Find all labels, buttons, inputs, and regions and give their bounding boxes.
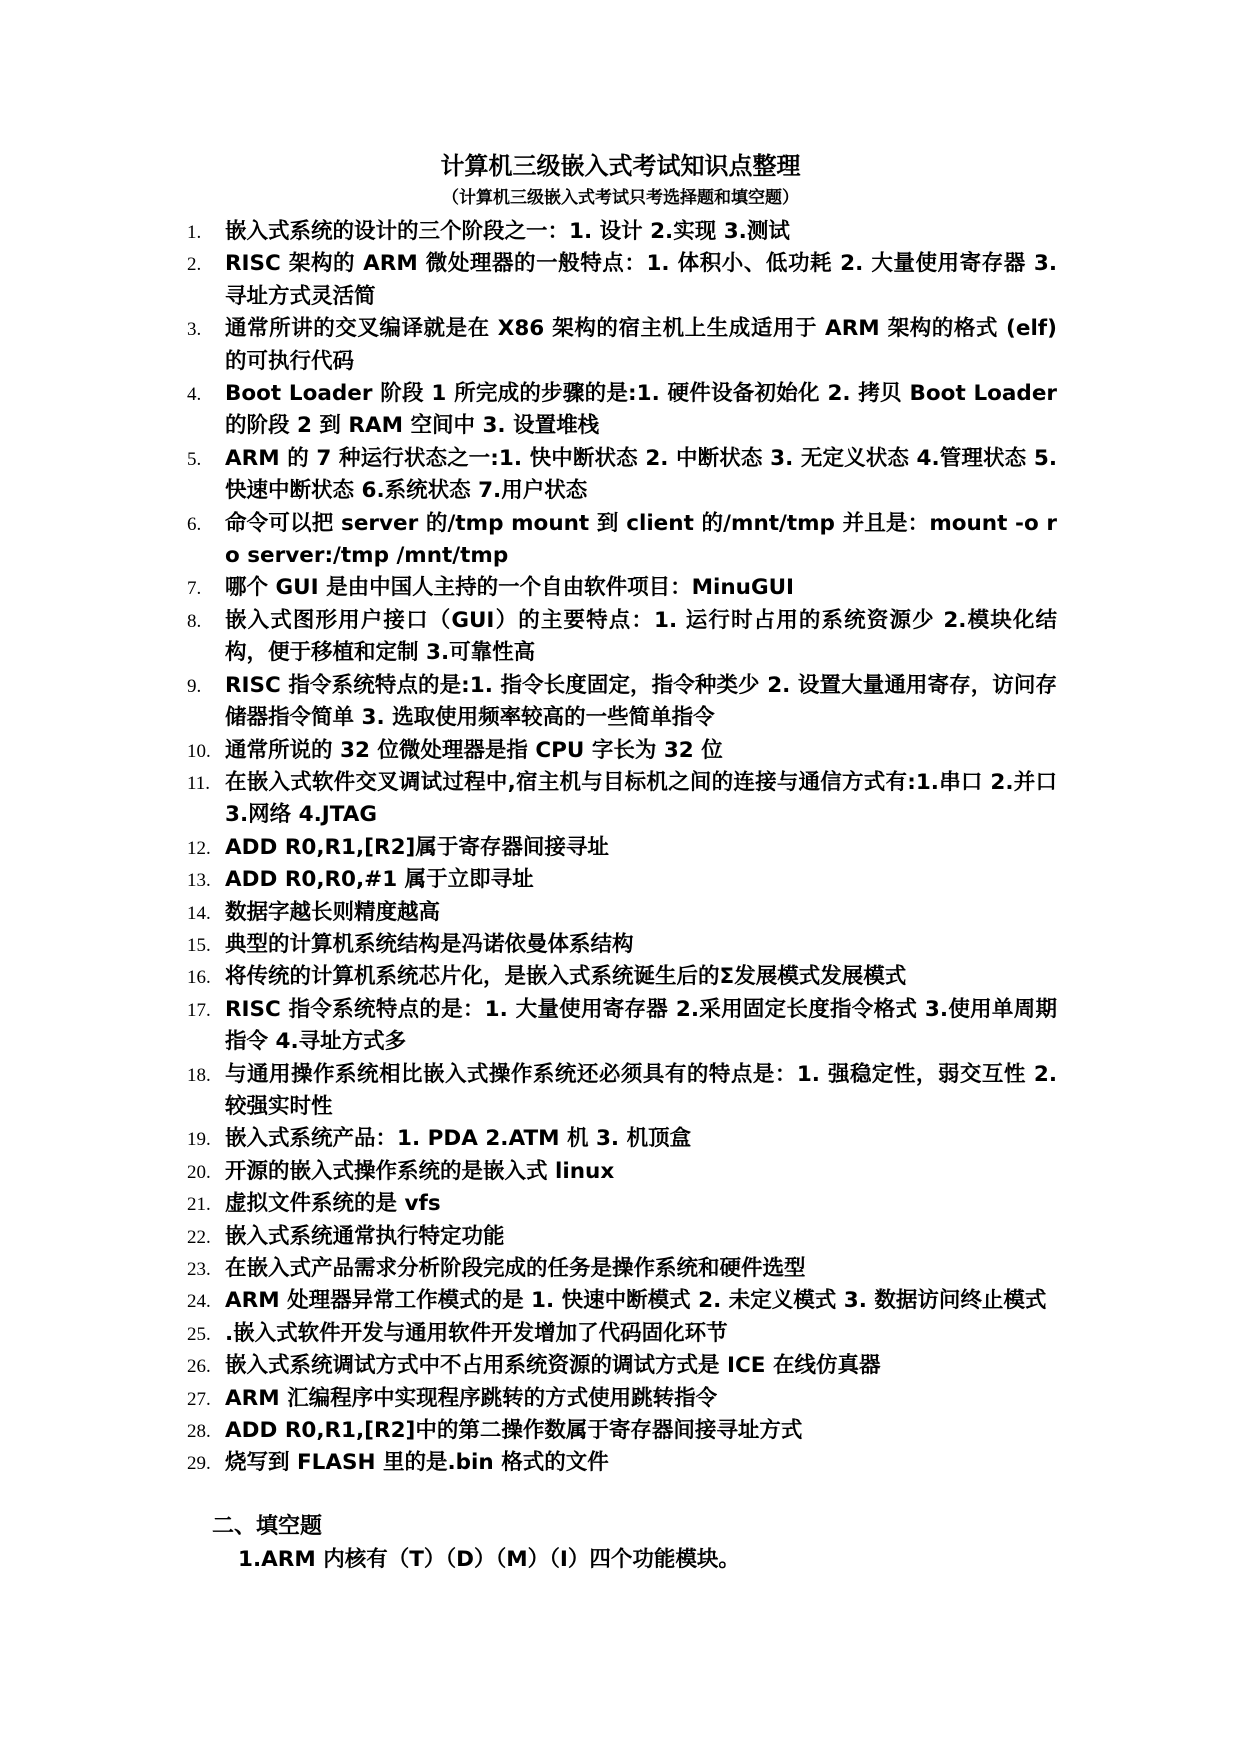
list-item [0, 832, 1057, 864]
list-item-number: 18. [187, 1064, 211, 1086]
list-item-text: ADD R0,R0,#1 属于立即寻址 [225, 867, 534, 893]
list-item-number: 13. [187, 870, 211, 892]
list-item-text: 数据字越长则精度越高 [225, 899, 441, 925]
list-item [0, 1188, 1057, 1220]
list-item-number: 10. [187, 740, 211, 762]
list-item-number: 7. [187, 578, 202, 600]
list-item-text: 嵌入式系统调试方式中不占用系统资源的调试方式是 ICE 在线仿真器 [225, 1353, 881, 1379]
list-item-number: 24. [187, 1291, 211, 1313]
list-item [0, 443, 1057, 508]
list-item-number: 3. [187, 319, 202, 341]
list-item-text: 嵌入式系统的设计的三个阶段之一：1. 设计 2.实现 3.测试 [225, 219, 790, 244]
list-item [0, 1415, 1057, 1447]
list-item-text: 命令可以把 server 的/tmp mount 到 client 的/mnt/tmp 并且是：mount -o ro server:/tmp /mnt/tmp [225, 510, 1057, 569]
list-item [0, 994, 1057, 1059]
list-item-number: 21. [187, 1194, 211, 1216]
list-item-number: 5. [187, 448, 202, 470]
list-item-text: ARM 的 7 种运行状态之一:1. 快中断状态 2. 中断状态 3. 无定义状态 4.管理状态 5.快速中断状态 6.系统状态 7.用户状态 [225, 445, 1057, 504]
list-item [0, 735, 1057, 767]
list-item-text: 典型的计算机系统结构是冯诺依曼体系结构 [225, 931, 634, 957]
list-item-number: 11. [187, 772, 211, 794]
list-item-number: 29. [187, 1453, 211, 1475]
list-item-text: 通常所说的 32 位微处理器是指 CPU 字长为 32 位 [225, 737, 723, 763]
list-item [0, 1383, 1057, 1415]
list-item-text: ARM 汇编程序中实现程序跳转的方式使用跳转指令 [225, 1385, 718, 1411]
list-item-number: 25. [187, 1323, 211, 1345]
list-item [0, 1221, 1057, 1253]
list-item-text: ADD R0,R1,[R2]属于寄存器间接寻址 [225, 834, 609, 860]
list-item-number: 8. [187, 610, 202, 632]
list-item [0, 897, 1057, 929]
list-item [0, 508, 1057, 573]
list-item-number: 2. [187, 254, 202, 276]
list-item-number: 17. [187, 999, 211, 1021]
list-item [0, 1123, 1057, 1155]
list-item-text: ARM 处理器异常工作模式的是 1. 快速中断模式 2. 未定义模式 3. 数据访问终止模式 [225, 1288, 1047, 1314]
document-title: 计算机三级嵌入式考试知识点整理 [440, 152, 801, 180]
list-item [0, 767, 1057, 832]
list-item-text: 在嵌入式软件交叉调试过程中,宿主机与目标机之间的连接与通信方式有:1.串口 2.并口 3.网络 4.JTAG [225, 769, 1057, 828]
list-item-text: RISC 指令系统特点的是：1. 大量使用寄存器 2.采用固定长度指令格式 3.使用单周期指令 4.寻址方式多 [225, 996, 1057, 1055]
list-item [0, 864, 1057, 896]
list-item-number: 12. [187, 837, 211, 859]
list-item-number: 4. [187, 384, 202, 406]
question-list [0, 216, 1241, 1480]
list-item-number: 19. [187, 1129, 211, 1151]
list-item-text: RISC 指令系统特点的是:1. 指令长度固定，指令种类少 2. 设置大量通用寄存，访问存储器指令简单 3. 选取使用频率较高的一些简单指令 [225, 672, 1057, 731]
list-item [0, 1350, 1057, 1382]
list-item [0, 1318, 1057, 1350]
list-item-text: RISC 架构的 ARM 微处理器的一般特点：1. 体积小、低功耗 2. 大量使用寄存器 3. 寻址方式灵活简 [225, 251, 1057, 309]
list-item-text: 嵌入式系统通常执行特定功能 [225, 1223, 505, 1249]
list-item [0, 248, 1057, 313]
list-item [0, 216, 1057, 248]
list-item [0, 1285, 1057, 1317]
list-item-number: 15. [187, 934, 211, 956]
list-item-number: 6. [187, 513, 202, 535]
list-item-text: 在嵌入式产品需求分析阶段完成的任务是操作系统和硬件选型 [225, 1256, 806, 1281]
list-item [0, 929, 1057, 961]
list-item-text: 嵌入式系统产品：1. PDA 2.ATM 机 3. 机顶盒 [225, 1126, 692, 1152]
list-item [0, 378, 1057, 443]
list-item-number: 27. [187, 1388, 211, 1410]
list-item-text: 哪个 GUI 是由中国人主持的一个自由软件项目：MinuGUI [225, 575, 795, 601]
list-item-text: 虚拟文件系统的是 vfs [225, 1191, 441, 1217]
list-item [0, 1156, 1057, 1188]
document-subtitle: （计算机三级嵌入式考试只考选择题和填空题） [442, 188, 799, 208]
fill-blank-item: 1.ARM 内核有（T）（D）（M）（I）四个功能模块。 [238, 1547, 740, 1572]
list-item-number: 16. [187, 967, 211, 989]
list-item-number: 22. [187, 1226, 211, 1248]
list-item-text: 将传统的计算机系统芯片化，是嵌入式系统诞生后的Σ发展模式发展模式 [225, 964, 907, 990]
list-item-number: 20. [187, 1161, 211, 1183]
list-item-text: 烧写到 FLASH 里的是.bin 格式的文件 [225, 1450, 609, 1476]
list-item-text: 通常所讲的交叉编译就是在 X86 架构的宿主机上生成适用于 ARM 架构的格式 (elf)的可执行代码 [225, 316, 1057, 374]
list-item-number: 14. [187, 902, 211, 924]
list-item-number: 23. [187, 1259, 211, 1280]
list-item-number: 26. [187, 1356, 211, 1378]
list-item-text: Boot Loader 阶段 1 所完成的步骤的是:1. 硬件设备初始化 2. 拷贝 Boot Loader 的阶段 2 到 RAM 空间中 3. 设置堆栈 [225, 381, 1057, 439]
list-item [0, 605, 1057, 670]
list-item-number: 9. [187, 675, 202, 697]
list-item [0, 961, 1057, 993]
section-heading-fill-blank: 二、填空题 [212, 1514, 323, 1539]
list-item [0, 1253, 1057, 1285]
list-item [0, 313, 1057, 378]
list-item [0, 1447, 1057, 1479]
list-item [0, 1059, 1057, 1124]
list-item [0, 670, 1057, 735]
list-item-text: 与通用操作系统相比嵌入式操作系统还必须具有的特点是：1. 强稳定性，弱交互性 2. 较强实时性 [225, 1061, 1057, 1119]
list-item-text: ADD R0,R1,[R2]中的第二操作数属于寄存器间接寻址方式 [225, 1418, 803, 1444]
list-item-text: 开源的嵌入式操作系统的是嵌入式 linux [225, 1158, 615, 1184]
list-item-number: 1. [187, 222, 202, 243]
list-item [0, 572, 1057, 604]
list-item-number: 28. [187, 1421, 211, 1443]
list-item-text: .嵌入式软件开发与通用软件开发增加了代码固化环节 [225, 1320, 728, 1346]
list-item-text: 嵌入式图形用户接口（GUI）的主要特点：1. 运行时占用的系统资源少 2.模块化结构，便于移植和定制 3.可靠性高 [225, 607, 1057, 666]
